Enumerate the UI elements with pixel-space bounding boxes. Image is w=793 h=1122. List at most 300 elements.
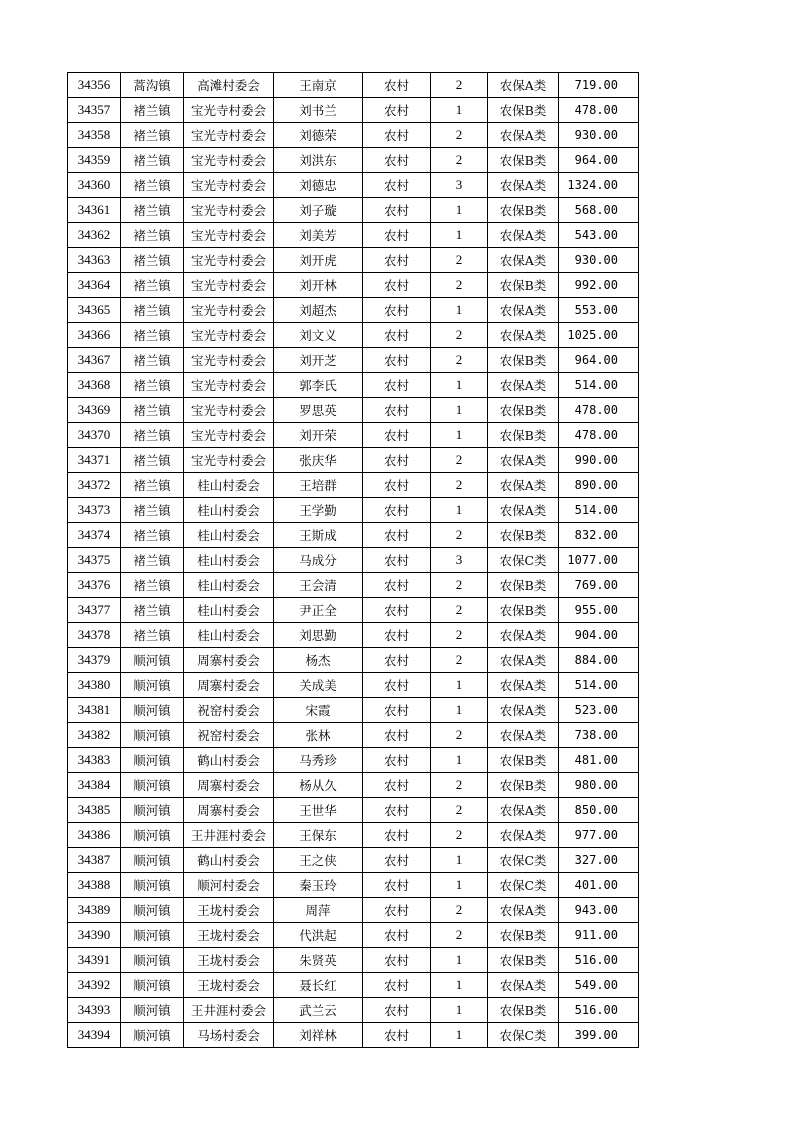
cell-count: 2 bbox=[431, 448, 488, 473]
cell-id: 34372 bbox=[68, 473, 121, 498]
cell-category: 农保A类 bbox=[488, 173, 559, 198]
cell-name: 宋霞 bbox=[274, 698, 363, 723]
cell-amount: 990.00 bbox=[559, 448, 639, 473]
cell-id: 34357 bbox=[68, 98, 121, 123]
cell-id: 34369 bbox=[68, 398, 121, 423]
cell-area: 农村 bbox=[363, 948, 431, 973]
cell-amount: 930.00 bbox=[559, 123, 639, 148]
cell-count: 1 bbox=[431, 398, 488, 423]
cell-area: 农村 bbox=[363, 698, 431, 723]
cell-count: 2 bbox=[431, 73, 488, 98]
table-row bbox=[68, 98, 639, 123]
cell-category: 农保B类 bbox=[488, 98, 559, 123]
cell-name: 刘祥林 bbox=[274, 1023, 363, 1048]
cell-count: 1 bbox=[431, 998, 488, 1023]
cell-id: 34374 bbox=[68, 523, 121, 548]
cell-amount: 832.00 bbox=[559, 523, 639, 548]
cell-id: 34383 bbox=[68, 748, 121, 773]
cell-town: 顺河镇 bbox=[121, 923, 184, 948]
cell-village: 宝光寺村委会 bbox=[184, 98, 274, 123]
cell-category: 农保A类 bbox=[488, 823, 559, 848]
cell-category: 农保B类 bbox=[488, 948, 559, 973]
cell-amount: 992.00 bbox=[559, 273, 639, 298]
table-row bbox=[68, 723, 639, 748]
cell-category: 农保A类 bbox=[488, 298, 559, 323]
cell-count: 1 bbox=[431, 873, 488, 898]
cell-category: 农保C类 bbox=[488, 873, 559, 898]
cell-id: 34375 bbox=[68, 548, 121, 573]
cell-name: 刘文义 bbox=[274, 323, 363, 348]
cell-id: 34393 bbox=[68, 998, 121, 1023]
table-row bbox=[68, 473, 639, 498]
cell-area: 农村 bbox=[363, 523, 431, 548]
cell-amount: 549.00 bbox=[559, 973, 639, 998]
cell-village: 宝光寺村委会 bbox=[184, 448, 274, 473]
cell-town: 顺河镇 bbox=[121, 698, 184, 723]
cell-town: 褚兰镇 bbox=[121, 623, 184, 648]
cell-town: 褚兰镇 bbox=[121, 98, 184, 123]
cell-village: 周寨村委会 bbox=[184, 773, 274, 798]
table-row bbox=[68, 348, 639, 373]
cell-name: 刘书兰 bbox=[274, 98, 363, 123]
cell-area: 农村 bbox=[363, 423, 431, 448]
cell-area: 农村 bbox=[363, 798, 431, 823]
cell-count: 2 bbox=[431, 573, 488, 598]
cell-id: 34360 bbox=[68, 173, 121, 198]
table-row bbox=[68, 273, 639, 298]
cell-id: 34386 bbox=[68, 823, 121, 848]
cell-id: 34365 bbox=[68, 298, 121, 323]
cell-id: 34388 bbox=[68, 873, 121, 898]
cell-amount: 904.00 bbox=[559, 623, 639, 648]
cell-category: 农保C类 bbox=[488, 1023, 559, 1048]
cell-category: 农保A类 bbox=[488, 73, 559, 98]
cell-village: 桂山村委会 bbox=[184, 548, 274, 573]
cell-name: 张庆华 bbox=[274, 448, 363, 473]
cell-town: 褚兰镇 bbox=[121, 398, 184, 423]
table-row bbox=[68, 498, 639, 523]
cell-id: 34378 bbox=[68, 623, 121, 648]
cell-count: 1 bbox=[431, 423, 488, 448]
cell-count: 1 bbox=[431, 498, 488, 523]
table-row bbox=[68, 248, 639, 273]
cell-id: 34391 bbox=[68, 948, 121, 973]
cell-count: 2 bbox=[431, 473, 488, 498]
cell-name: 秦玉玲 bbox=[274, 873, 363, 898]
cell-name: 马成分 bbox=[274, 548, 363, 573]
table-row bbox=[68, 648, 639, 673]
table-row bbox=[68, 198, 639, 223]
cell-town: 褚兰镇 bbox=[121, 173, 184, 198]
cell-village: 宝光寺村委会 bbox=[184, 348, 274, 373]
cell-area: 农村 bbox=[363, 998, 431, 1023]
cell-town: 顺河镇 bbox=[121, 973, 184, 998]
cell-name: 聂长红 bbox=[274, 973, 363, 998]
cell-category: 农保B类 bbox=[488, 273, 559, 298]
cell-id: 34394 bbox=[68, 1023, 121, 1048]
cell-town: 顺河镇 bbox=[121, 773, 184, 798]
cell-village: 祝窑村委会 bbox=[184, 698, 274, 723]
cell-village: 鹤山村委会 bbox=[184, 848, 274, 873]
cell-area: 农村 bbox=[363, 198, 431, 223]
cell-area: 农村 bbox=[363, 373, 431, 398]
cell-id: 34390 bbox=[68, 923, 121, 948]
cell-village: 桂山村委会 bbox=[184, 523, 274, 548]
cell-village: 宝光寺村委会 bbox=[184, 323, 274, 348]
table-row bbox=[68, 898, 639, 923]
cell-id: 34370 bbox=[68, 423, 121, 448]
table-row bbox=[68, 748, 639, 773]
cell-town: 褚兰镇 bbox=[121, 573, 184, 598]
cell-name: 王斯成 bbox=[274, 523, 363, 548]
cell-town: 褚兰镇 bbox=[121, 323, 184, 348]
cell-village: 宝光寺村委会 bbox=[184, 198, 274, 223]
cell-name: 尹正全 bbox=[274, 598, 363, 623]
cell-amount: 568.00 bbox=[559, 198, 639, 223]
cell-category: 农保B类 bbox=[488, 423, 559, 448]
cell-village: 鹤山村委会 bbox=[184, 748, 274, 773]
cell-name: 王保东 bbox=[274, 823, 363, 848]
cell-name: 杨从久 bbox=[274, 773, 363, 798]
cell-town: 褚兰镇 bbox=[121, 298, 184, 323]
cell-count: 1 bbox=[431, 673, 488, 698]
cell-name: 王学勤 bbox=[274, 498, 363, 523]
cell-name: 张林 bbox=[274, 723, 363, 748]
cell-amount: 930.00 bbox=[559, 248, 639, 273]
cell-area: 农村 bbox=[363, 448, 431, 473]
cell-id: 34384 bbox=[68, 773, 121, 798]
cell-area: 农村 bbox=[363, 123, 431, 148]
cell-area: 农村 bbox=[363, 498, 431, 523]
cell-category: 农保A类 bbox=[488, 223, 559, 248]
cell-count: 2 bbox=[431, 123, 488, 148]
table-row bbox=[68, 173, 639, 198]
cell-amount: 478.00 bbox=[559, 98, 639, 123]
cell-area: 农村 bbox=[363, 223, 431, 248]
cell-amount: 719.00 bbox=[559, 73, 639, 98]
table-row bbox=[68, 523, 639, 548]
cell-count: 1 bbox=[431, 948, 488, 973]
table-row bbox=[68, 598, 639, 623]
cell-name: 王培群 bbox=[274, 473, 363, 498]
cell-count: 2 bbox=[431, 898, 488, 923]
cell-category: 农保A类 bbox=[488, 898, 559, 923]
cell-amount: 523.00 bbox=[559, 698, 639, 723]
cell-village: 顺河村委会 bbox=[184, 873, 274, 898]
cell-village: 王垅村委会 bbox=[184, 898, 274, 923]
cell-count: 2 bbox=[431, 648, 488, 673]
cell-area: 农村 bbox=[363, 473, 431, 498]
cell-count: 1 bbox=[431, 98, 488, 123]
cell-amount: 401.00 bbox=[559, 873, 639, 898]
cell-name: 郭李氏 bbox=[274, 373, 363, 398]
cell-id: 34358 bbox=[68, 123, 121, 148]
table-row bbox=[68, 823, 639, 848]
cell-id: 34363 bbox=[68, 248, 121, 273]
cell-count: 2 bbox=[431, 248, 488, 273]
cell-area: 农村 bbox=[363, 848, 431, 873]
cell-count: 2 bbox=[431, 923, 488, 948]
cell-town: 顺河镇 bbox=[121, 673, 184, 698]
table-row bbox=[68, 1023, 639, 1048]
table-row bbox=[68, 623, 639, 648]
cell-category: 农保A类 bbox=[488, 973, 559, 998]
cell-count: 2 bbox=[431, 348, 488, 373]
cell-area: 农村 bbox=[363, 673, 431, 698]
cell-town: 顺河镇 bbox=[121, 848, 184, 873]
cell-count: 1 bbox=[431, 1023, 488, 1048]
cell-count: 1 bbox=[431, 748, 488, 773]
cell-village: 桂山村委会 bbox=[184, 573, 274, 598]
cell-village: 宝光寺村委会 bbox=[184, 423, 274, 448]
cell-id: 34366 bbox=[68, 323, 121, 348]
cell-count: 1 bbox=[431, 198, 488, 223]
cell-area: 农村 bbox=[363, 148, 431, 173]
cell-name: 王会清 bbox=[274, 573, 363, 598]
cell-count: 1 bbox=[431, 223, 488, 248]
cell-count: 2 bbox=[431, 823, 488, 848]
cell-category: 农保A类 bbox=[488, 448, 559, 473]
cell-amount: 1025.00 bbox=[559, 323, 639, 348]
cell-amount: 543.00 bbox=[559, 223, 639, 248]
cell-town: 顺河镇 bbox=[121, 798, 184, 823]
cell-category: 农保A类 bbox=[488, 648, 559, 673]
cell-village: 高滩村委会 bbox=[184, 73, 274, 98]
cell-town: 褚兰镇 bbox=[121, 473, 184, 498]
cell-village: 王井涯村委会 bbox=[184, 998, 274, 1023]
cell-village: 宝光寺村委会 bbox=[184, 173, 274, 198]
table-row bbox=[68, 448, 639, 473]
cell-id: 34371 bbox=[68, 448, 121, 473]
cell-village: 周寨村委会 bbox=[184, 648, 274, 673]
cell-town: 褚兰镇 bbox=[121, 248, 184, 273]
cell-name: 朱贤英 bbox=[274, 948, 363, 973]
cell-id: 34373 bbox=[68, 498, 121, 523]
cell-town: 褚兰镇 bbox=[121, 373, 184, 398]
cell-area: 农村 bbox=[363, 73, 431, 98]
cell-name: 刘开虎 bbox=[274, 248, 363, 273]
cell-area: 农村 bbox=[363, 923, 431, 948]
cell-village: 桂山村委会 bbox=[184, 473, 274, 498]
cell-area: 农村 bbox=[363, 173, 431, 198]
cell-area: 农村 bbox=[363, 348, 431, 373]
cell-category: 农保A类 bbox=[488, 698, 559, 723]
cell-village: 桂山村委会 bbox=[184, 623, 274, 648]
cell-name: 刘开林 bbox=[274, 273, 363, 298]
cell-town: 褚兰镇 bbox=[121, 423, 184, 448]
cell-area: 农村 bbox=[363, 298, 431, 323]
cell-amount: 964.00 bbox=[559, 348, 639, 373]
cell-id: 34382 bbox=[68, 723, 121, 748]
cell-town: 顺河镇 bbox=[121, 748, 184, 773]
cell-area: 农村 bbox=[363, 648, 431, 673]
cell-count: 2 bbox=[431, 598, 488, 623]
cell-id: 34368 bbox=[68, 373, 121, 398]
cell-count: 1 bbox=[431, 848, 488, 873]
cell-category: 农保A类 bbox=[488, 473, 559, 498]
cell-id: 34379 bbox=[68, 648, 121, 673]
cell-area: 农村 bbox=[363, 898, 431, 923]
cell-town: 顺河镇 bbox=[121, 898, 184, 923]
cell-amount: 514.00 bbox=[559, 373, 639, 398]
cell-town: 顺河镇 bbox=[121, 823, 184, 848]
cell-amount: 850.00 bbox=[559, 798, 639, 823]
cell-name: 刘子璇 bbox=[274, 198, 363, 223]
cell-village: 宝光寺村委会 bbox=[184, 373, 274, 398]
cell-town: 顺河镇 bbox=[121, 1023, 184, 1048]
cell-count: 2 bbox=[431, 723, 488, 748]
cell-amount: 738.00 bbox=[559, 723, 639, 748]
cell-id: 34356 bbox=[68, 73, 121, 98]
cell-town: 褚兰镇 bbox=[121, 273, 184, 298]
cell-name: 刘开芝 bbox=[274, 348, 363, 373]
cell-village: 宝光寺村委会 bbox=[184, 148, 274, 173]
cell-village: 桂山村委会 bbox=[184, 498, 274, 523]
table-row bbox=[68, 798, 639, 823]
cell-town: 顺河镇 bbox=[121, 873, 184, 898]
table-row bbox=[68, 223, 639, 248]
cell-category: 农保B类 bbox=[488, 348, 559, 373]
cell-amount: 327.00 bbox=[559, 848, 639, 873]
cell-village: 马场村委会 bbox=[184, 1023, 274, 1048]
cell-name: 刘美芳 bbox=[274, 223, 363, 248]
cell-category: 农保A类 bbox=[488, 798, 559, 823]
cell-name: 王之侠 bbox=[274, 848, 363, 873]
table-row bbox=[68, 123, 639, 148]
cell-category: 农保A类 bbox=[488, 248, 559, 273]
cell-village: 王垅村委会 bbox=[184, 948, 274, 973]
cell-category: 农保B类 bbox=[488, 748, 559, 773]
cell-category: 农保B类 bbox=[488, 198, 559, 223]
cell-category: 农保C类 bbox=[488, 848, 559, 873]
cell-village: 宝光寺村委会 bbox=[184, 273, 274, 298]
cell-amount: 481.00 bbox=[559, 748, 639, 773]
cell-amount: 884.00 bbox=[559, 648, 639, 673]
cell-amount: 553.00 bbox=[559, 298, 639, 323]
cell-count: 1 bbox=[431, 973, 488, 998]
records-table bbox=[67, 72, 639, 1048]
table-row bbox=[68, 948, 639, 973]
table-row bbox=[68, 298, 639, 323]
cell-town: 褚兰镇 bbox=[121, 548, 184, 573]
cell-category: 农保A类 bbox=[488, 373, 559, 398]
cell-amount: 980.00 bbox=[559, 773, 639, 798]
cell-amount: 890.00 bbox=[559, 473, 639, 498]
cell-category: 农保B类 bbox=[488, 923, 559, 948]
cell-amount: 399.00 bbox=[559, 1023, 639, 1048]
cell-count: 2 bbox=[431, 623, 488, 648]
table-row bbox=[68, 998, 639, 1023]
cell-count: 2 bbox=[431, 148, 488, 173]
cell-village: 王垅村委会 bbox=[184, 973, 274, 998]
cell-town: 褚兰镇 bbox=[121, 123, 184, 148]
cell-town: 褚兰镇 bbox=[121, 598, 184, 623]
cell-area: 农村 bbox=[363, 273, 431, 298]
cell-amount: 478.00 bbox=[559, 423, 639, 448]
table-row bbox=[68, 873, 639, 898]
table-row bbox=[68, 423, 639, 448]
cell-amount: 1077.00 bbox=[559, 548, 639, 573]
cell-town: 褚兰镇 bbox=[121, 448, 184, 473]
cell-amount: 911.00 bbox=[559, 923, 639, 948]
cell-town: 褚兰镇 bbox=[121, 148, 184, 173]
cell-category: 农保C类 bbox=[488, 548, 559, 573]
cell-name: 刘开荣 bbox=[274, 423, 363, 448]
cell-village: 宝光寺村委会 bbox=[184, 123, 274, 148]
cell-category: 农保A类 bbox=[488, 123, 559, 148]
cell-count: 1 bbox=[431, 698, 488, 723]
cell-count: 2 bbox=[431, 773, 488, 798]
cell-village: 周寨村委会 bbox=[184, 673, 274, 698]
cell-town: 褚兰镇 bbox=[121, 223, 184, 248]
cell-name: 刘洪东 bbox=[274, 148, 363, 173]
cell-name: 王世华 bbox=[274, 798, 363, 823]
cell-village: 宝光寺村委会 bbox=[184, 248, 274, 273]
cell-count: 2 bbox=[431, 798, 488, 823]
cell-name: 刘思勤 bbox=[274, 623, 363, 648]
table-row bbox=[68, 148, 639, 173]
cell-town: 褚兰镇 bbox=[121, 198, 184, 223]
cell-id: 34361 bbox=[68, 198, 121, 223]
cell-area: 农村 bbox=[363, 398, 431, 423]
cell-village: 祝窑村委会 bbox=[184, 723, 274, 748]
cell-amount: 516.00 bbox=[559, 998, 639, 1023]
cell-town: 顺河镇 bbox=[121, 998, 184, 1023]
table-row bbox=[68, 923, 639, 948]
cell-area: 农村 bbox=[363, 623, 431, 648]
cell-area: 农村 bbox=[363, 873, 431, 898]
cell-id: 34377 bbox=[68, 598, 121, 623]
cell-amount: 478.00 bbox=[559, 398, 639, 423]
cell-name: 刘德荣 bbox=[274, 123, 363, 148]
cell-town: 蒿沟镇 bbox=[121, 73, 184, 98]
cell-name: 代洪起 bbox=[274, 923, 363, 948]
cell-id: 34381 bbox=[68, 698, 121, 723]
table-row bbox=[68, 73, 639, 98]
cell-area: 农村 bbox=[363, 748, 431, 773]
cell-amount: 955.00 bbox=[559, 598, 639, 623]
cell-count: 3 bbox=[431, 173, 488, 198]
cell-amount: 977.00 bbox=[559, 823, 639, 848]
cell-area: 农村 bbox=[363, 248, 431, 273]
cell-category: 农保B类 bbox=[488, 598, 559, 623]
table-row bbox=[68, 673, 639, 698]
cell-town: 褚兰镇 bbox=[121, 523, 184, 548]
cell-category: 农保A类 bbox=[488, 323, 559, 348]
table-row bbox=[68, 373, 639, 398]
table-row bbox=[68, 548, 639, 573]
cell-town: 顺河镇 bbox=[121, 648, 184, 673]
cell-village: 周寨村委会 bbox=[184, 798, 274, 823]
cell-id: 34364 bbox=[68, 273, 121, 298]
cell-area: 农村 bbox=[363, 773, 431, 798]
cell-category: 农保A类 bbox=[488, 723, 559, 748]
cell-id: 34385 bbox=[68, 798, 121, 823]
cell-area: 农村 bbox=[363, 723, 431, 748]
table-row bbox=[68, 698, 639, 723]
cell-count: 3 bbox=[431, 548, 488, 573]
cell-id: 34387 bbox=[68, 848, 121, 873]
cell-category: 农保A类 bbox=[488, 498, 559, 523]
cell-area: 农村 bbox=[363, 973, 431, 998]
cell-id: 34376 bbox=[68, 573, 121, 598]
cell-count: 1 bbox=[431, 373, 488, 398]
cell-name: 关成美 bbox=[274, 673, 363, 698]
table-row bbox=[68, 773, 639, 798]
records-table-body bbox=[68, 73, 639, 1048]
cell-name: 王南京 bbox=[274, 73, 363, 98]
cell-amount: 514.00 bbox=[559, 673, 639, 698]
